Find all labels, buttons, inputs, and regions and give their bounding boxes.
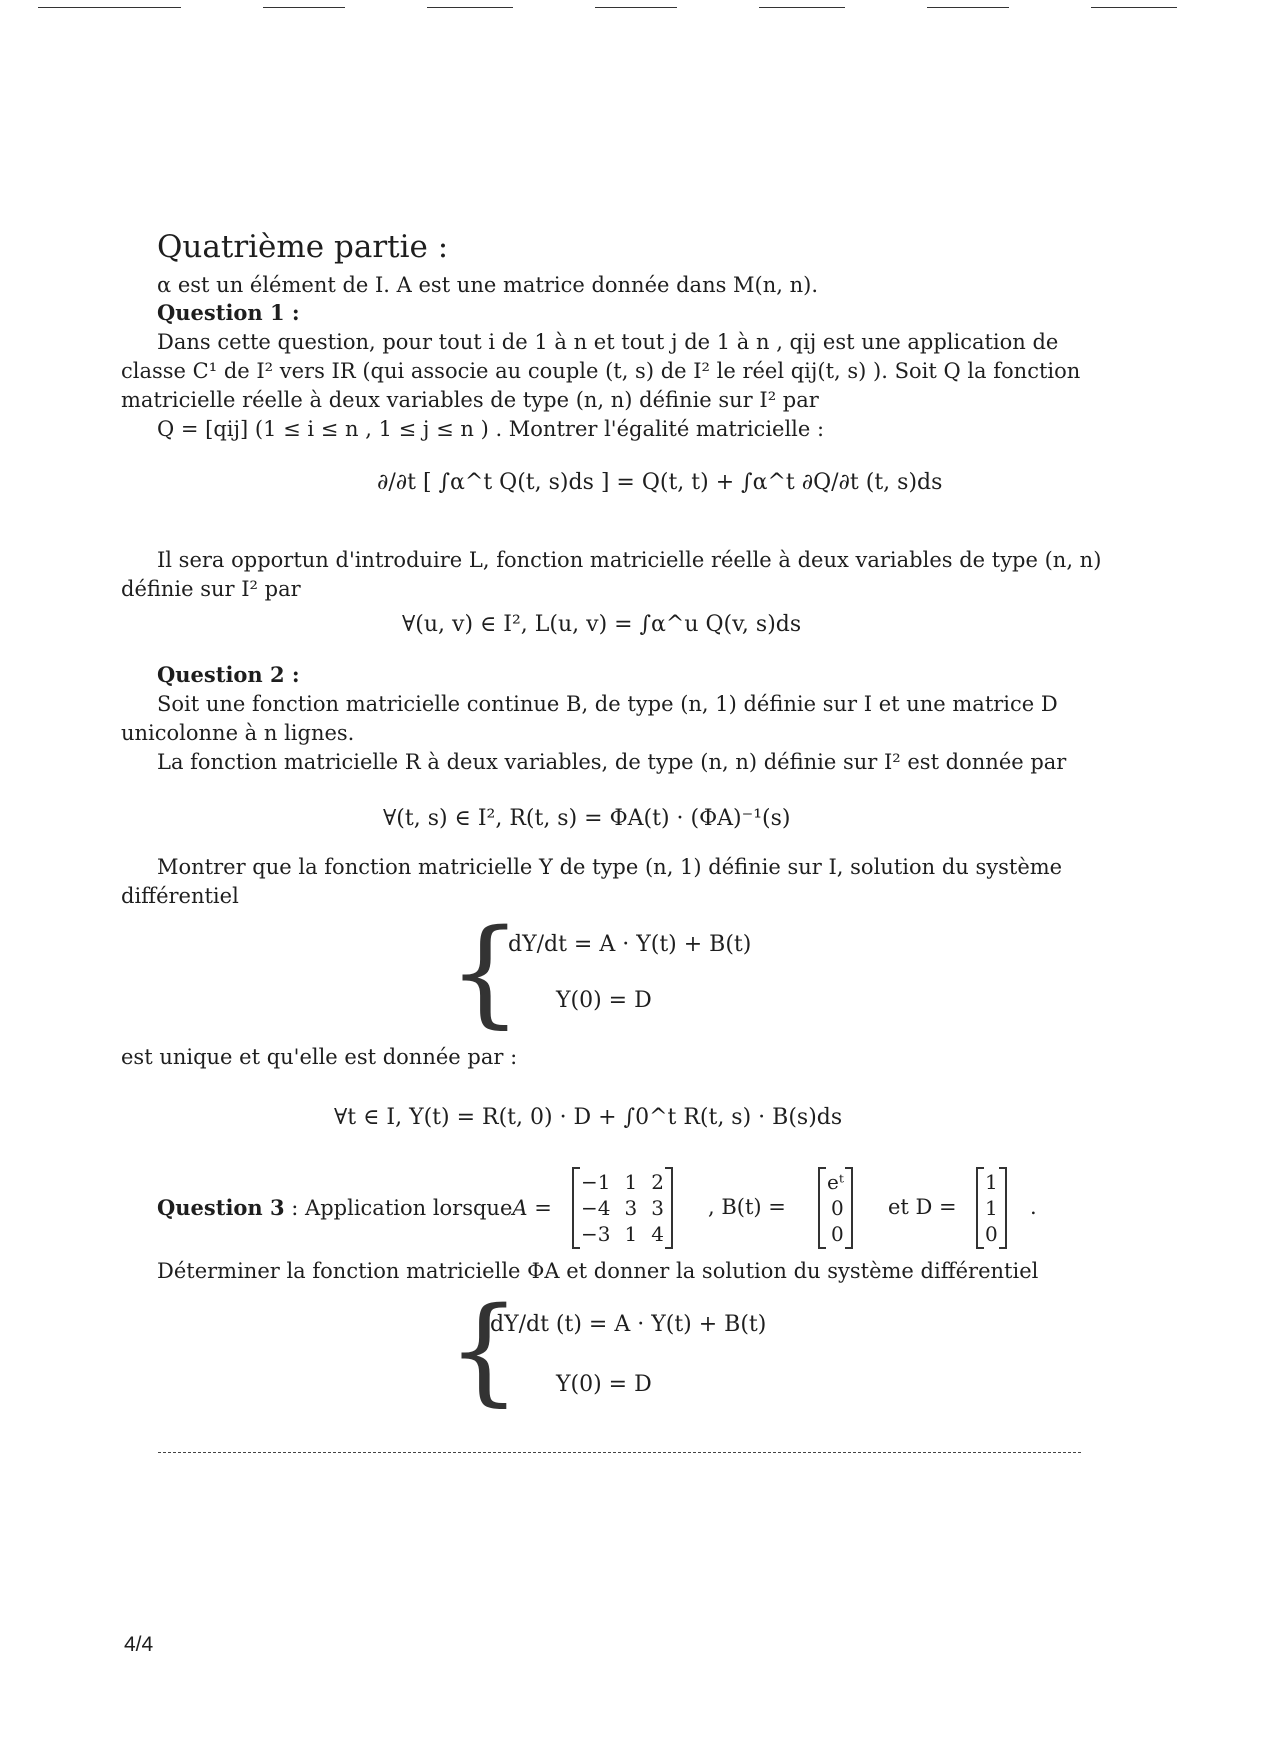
matrix-cell: 3	[651, 1196, 664, 1220]
q2-system-line-2: Y(0) = D	[556, 988, 652, 1013]
q2-paragraph: La fonction matricielle R à deux variables, de type (n, n) définie sur I² est donnée par	[157, 750, 1067, 774]
q1-paragraph: Dans cette question, pour tout i de 1 à n et tout j de 1 à n , qij est une application de	[157, 330, 1059, 354]
top-rule	[759, 7, 845, 8]
q1-paragraph: classe C¹ de I² vers IR (qui associe au couple (t, s) de I² le réel qij(t, s) ). Soit Q la fonction	[121, 359, 1081, 383]
q3-paragraph: Déterminer la fonction matricielle ΦA et donner la solution du système différentiel	[157, 1259, 1039, 1283]
end-separator	[158, 1452, 1081, 1453]
q3-label-text: : Application lorsque	[284, 1196, 513, 1220]
page-number: 4/4	[124, 1633, 154, 1656]
matrix-cell: 4	[651, 1222, 664, 1246]
top-rule	[263, 7, 345, 8]
question-2-label: Question 2 :	[157, 662, 300, 687]
top-rule	[595, 7, 677, 8]
q1-paragraph: Q = [qij] (1 ≤ i ≤ n , 1 ≤ j ≤ n ) . Montrer l'égalité matricielle :	[157, 417, 825, 441]
matrix-cell: −3	[581, 1222, 611, 1246]
q2-paragraph: unicolonne à n lignes.	[121, 721, 355, 745]
matrix-cell: −1	[581, 1170, 611, 1194]
matrix-cell: 0	[831, 1196, 844, 1220]
matrix-cell: 0	[985, 1222, 998, 1246]
top-rule	[38, 7, 181, 8]
intro-text: α est un élément de I. A est une matrice donnée dans M(n, n).	[157, 273, 819, 297]
q2-system-line-1: dY/dt = A · Y(t) + B(t)	[508, 932, 752, 957]
matrix-B	[818, 1169, 853, 1247]
question-1-label: Question 1 :	[157, 300, 300, 325]
q2-paragraph: différentiel	[121, 884, 239, 908]
q1-hint: Il sera opportun d'introduire L, fonction matricielle réelle à deux variables de type (n, n)	[157, 548, 1102, 572]
matrix-cell: 2	[651, 1170, 664, 1194]
matrix-cell: 1	[624, 1222, 638, 1246]
q1-equation-L: ∀(u, v) ∈ I², L(u, v) = ∫α^u Q(v, s)ds	[402, 612, 802, 637]
q2-paragraph: est unique et qu'elle est donnée par :	[121, 1045, 518, 1069]
question-3-label: Question 3	[157, 1195, 285, 1220]
q2-paragraph: Montrer que la fonction matricielle Y de type (n, 1) définie sur I, solution du système	[157, 855, 1063, 879]
matrix-cell: 1	[624, 1170, 638, 1194]
top-rule	[1091, 7, 1177, 8]
question-2-heading	[157, 661, 300, 689]
matrix-cell: 0	[831, 1222, 844, 1246]
matrix-A	[572, 1169, 673, 1247]
matrix-D	[976, 1169, 1007, 1247]
q3-system-line-2: Y(0) = D	[556, 1372, 652, 1397]
period: .	[1030, 1195, 1037, 1219]
matrix-cell: 3	[624, 1196, 638, 1220]
matrix-cell: 1	[985, 1170, 998, 1194]
matrix-row	[574, 1195, 671, 1221]
question-3-line	[157, 1195, 552, 1220]
matrix-cell: 1	[985, 1196, 998, 1220]
matrix-row	[574, 1221, 671, 1247]
q2-paragraph: Soit une fonction matricielle continue B, de type (n, 1) définie sur I et une matrice D	[157, 692, 1058, 716]
top-rule	[927, 7, 1009, 8]
q1-paragraph: matricielle réelle à deux variables de type (n, n) définie sur I² par	[121, 388, 819, 412]
q2-equation-Y: ∀t ∈ I, Y(t) = R(t, 0) · D + ∫0^t R(t, s) · B(s)ds	[334, 1105, 843, 1130]
system-brace: {	[448, 905, 522, 1040]
q3-system-line-1: dY/dt (t) = A · Y(t) + B(t)	[490, 1312, 767, 1337]
q3-B-label: , B(t) =	[708, 1195, 786, 1219]
system-brace: {	[447, 1283, 521, 1418]
q1-equation-derivative: ∂/∂t [ ∫α^t Q(t, s)ds ] = Q(t, t) + ∫α^t ∂Q/∂t (t, s)ds	[377, 470, 943, 495]
q1-hint: définie sur I² par	[121, 577, 301, 601]
matrix-cell: eᵗ	[827, 1170, 844, 1194]
q3-D-label: et D =	[888, 1195, 957, 1219]
q2-equation-R: ∀(t, s) ∈ I², R(t, s) = ΦA(t) · (ΦA)⁻¹(s)	[383, 806, 791, 831]
section-title: Quatrième partie :	[157, 229, 449, 265]
q3-A-label: A =	[512, 1196, 552, 1220]
top-rule	[427, 7, 513, 8]
question-1-heading	[157, 299, 300, 327]
matrix-cell: −4	[581, 1196, 611, 1220]
matrix-row	[574, 1169, 671, 1195]
